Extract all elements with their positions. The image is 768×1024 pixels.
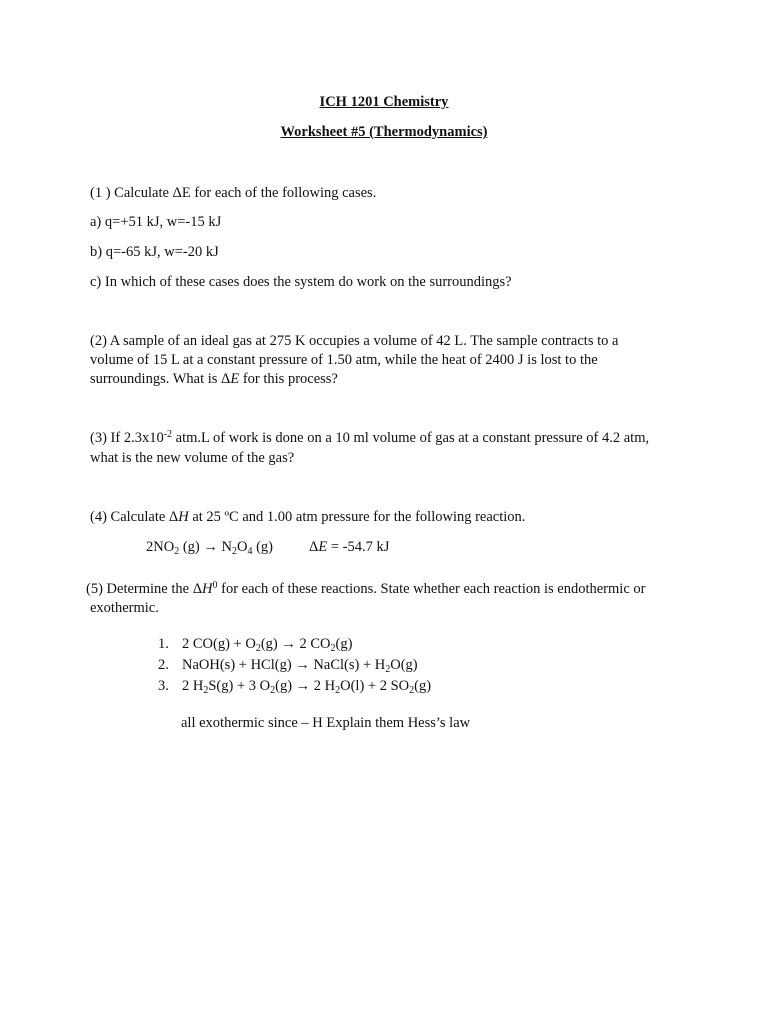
- q4-enthalpy-variable: H: [178, 509, 189, 525]
- q4-delta-symbol: Δ: [309, 539, 319, 555]
- q3-line-2: what is the new volume of the gas?: [90, 450, 295, 466]
- reaction-subscript: 2: [203, 685, 209, 696]
- q4-prompt: [90, 508, 525, 526]
- q2-line-3: [90, 370, 338, 388]
- reaction-subscript: 2: [335, 685, 341, 696]
- reaction-subscript: 2: [255, 643, 261, 654]
- q2-line-1: (2) A sample of an ideal gas at 275 K occupies a volume of 42 L. The sample contracts to a: [90, 333, 619, 349]
- reaction-text: (g): [335, 636, 353, 652]
- q4-arrow: (g) → N: [179, 539, 232, 555]
- q2-line-2: volume of 15 L at a constant pressure of 1.50 atm, while the heat of 2400 J is lost to the: [90, 352, 598, 368]
- q4-energy-variable: E: [318, 539, 328, 555]
- q2-line-3-end: for this process?: [239, 371, 338, 387]
- q5-standard-superscript: 0: [212, 580, 218, 591]
- reaction-text: O(g): [390, 657, 418, 673]
- q5-reaction-1: [158, 635, 352, 653]
- q1-part-b: b) q=-65 kJ, w=-20 kJ: [90, 244, 219, 260]
- reaction-subscript: 2: [385, 664, 391, 675]
- reaction-text: 2 H: [182, 678, 204, 694]
- reaction-text: 2 CO(g) + O: [182, 636, 256, 652]
- q3-text: (3) If 2.3x10: [90, 430, 164, 446]
- q5-text: (5) Determine the Δ: [86, 581, 203, 597]
- reaction-text: (g) → 2 CO: [260, 636, 331, 652]
- q5-line-2: exothermic.: [90, 600, 159, 616]
- reaction-subscript: 2: [409, 685, 415, 696]
- q4-product-state: (g): [252, 539, 273, 555]
- reaction-text: (g): [414, 678, 432, 694]
- reaction-subscript: 2: [330, 643, 336, 654]
- q1-prompt: (1 ) Calculate ΔE for each of the following cases.: [90, 185, 377, 201]
- q3-line-1: [90, 429, 649, 447]
- worksheet-title: Worksheet #5 (Thermodynamics): [280, 124, 488, 140]
- q5-text-end: for each of these reactions. State whether each reaction is endothermic or: [217, 581, 646, 597]
- q2-line-3-text: surroundings. What is Δ: [90, 371, 231, 387]
- q4-delta-e: [309, 538, 389, 556]
- q3-exponent: -2: [163, 429, 173, 440]
- q4-subscript: 4: [247, 546, 253, 557]
- q1-part-a: a) q=+51 kJ, w=-15 kJ: [90, 214, 222, 230]
- reaction-subscript: 2: [270, 685, 276, 696]
- q4-subscript: 2: [174, 546, 180, 557]
- q5-prompt: [86, 580, 645, 598]
- q4-oxygen: O: [236, 539, 248, 555]
- q5-answer-note: all exothermic since – H Explain them Hess’s law: [181, 715, 471, 731]
- list-number: 3.: [158, 678, 169, 694]
- reaction-text: NaOH(s) + HCl(g) → NaCl(s) + H: [182, 657, 386, 673]
- q5-reaction-3: [158, 677, 431, 695]
- q4-reactant: 2NO: [146, 539, 175, 555]
- q4-reaction: [146, 538, 273, 556]
- q5-reaction-2: [158, 656, 418, 674]
- q1-part-c: c) In which of these cases does the system do work on the surroundings?: [90, 274, 512, 290]
- q5-enthalpy-variable: H: [202, 581, 213, 597]
- list-number: 2.: [158, 657, 169, 673]
- q4-delta-value: = -54.7 kJ: [327, 539, 390, 555]
- reaction-text: O(l) + 2 SO: [340, 678, 410, 694]
- q4-subscript: 2: [231, 546, 237, 557]
- q2-energy-variable: E: [230, 371, 240, 387]
- course-title: ICH 1201 Chemistry: [319, 94, 449, 110]
- q4-text: (4) Calculate Δ: [90, 509, 179, 525]
- q4-text-end: at 25 ºC and 1.00 atm pressure for the following reaction.: [188, 509, 526, 525]
- list-number: 1.: [158, 636, 169, 652]
- reaction-text: (g) → 2 H: [275, 678, 336, 694]
- q3-text-end: atm.L of work is done on a 10 ml volume of gas at a constant pressure of 4.2 atm,: [172, 430, 650, 446]
- reaction-text: S(g) + 3 O: [208, 678, 271, 694]
